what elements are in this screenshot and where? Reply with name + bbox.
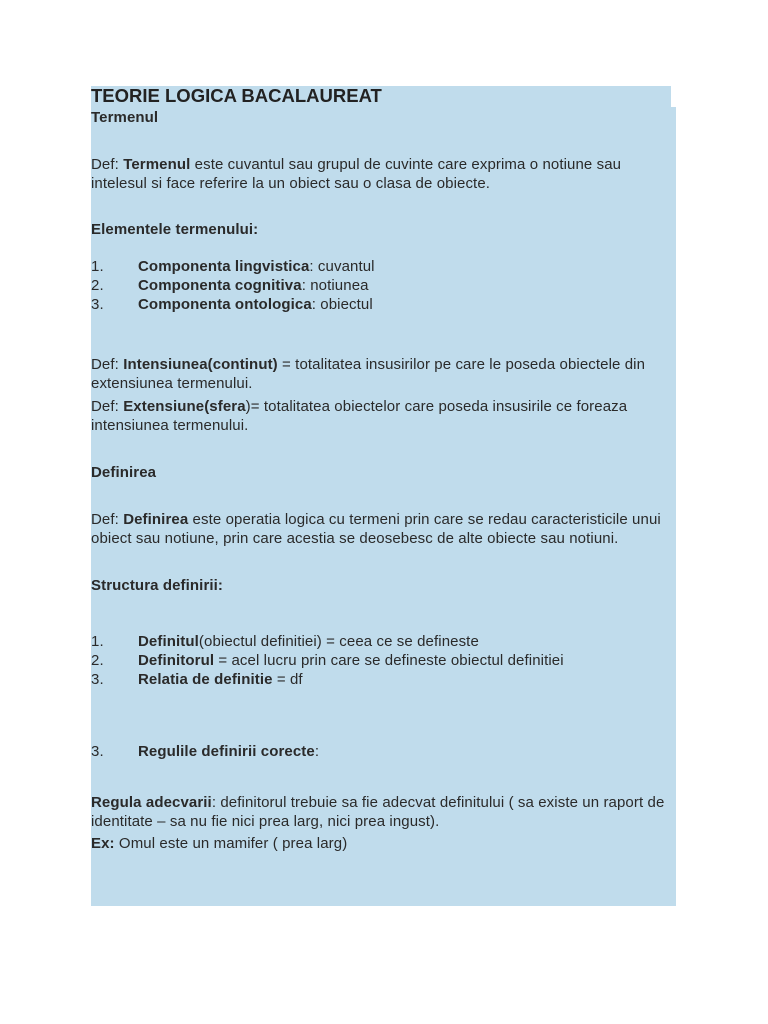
def-text: = totalitatea insusirilor pe care le poseda obiectele din extensiunea termenului.: [91, 356, 646, 392]
item-term: Regulile definirii corecte: [138, 743, 315, 760]
def-prefix: Def:: [91, 156, 124, 173]
item-number: 3.: [91, 671, 104, 688]
document-content: [91, 84, 674, 853]
item-number: 2.: [91, 652, 104, 669]
definition-intensiune: [91, 355, 674, 393]
list-item: [91, 257, 674, 276]
list-item: [91, 670, 674, 689]
definition-termenul: [91, 155, 674, 193]
rule-text: : definitorul trebuie sa fie adecvat definitului ( sa existe un raport de identitate – sa nu fie nici prea larg, nici prea ingust).: [91, 794, 665, 830]
def-prefix: Def:: [91, 511, 124, 528]
def-term: Termenul: [123, 156, 191, 173]
def-term: Extensiune(sfera: [123, 398, 246, 415]
def-text: )= totalitatea obiectelor care poseda insusirile ce foreaza intensiunea termenului.: [91, 398, 628, 434]
item-text: :: [314, 743, 320, 760]
def-prefix: Def:: [91, 356, 124, 373]
def-text: este operatia logica cu termeni prin care se redau caracteristicile unui obiect sau notiune, prin care acestia se deosebesc de alte obiecte sau notiuni.: [91, 511, 661, 547]
def-term: Definirea: [123, 511, 189, 528]
definition-extensiune: [91, 397, 674, 435]
list-item: [91, 742, 674, 761]
def-prefix: Def:: [91, 398, 124, 415]
item-term: Definitul: [138, 633, 199, 650]
rules-list: [91, 742, 674, 761]
def-term: Intensiunea(continut): [123, 356, 278, 373]
rule-adecvarii: [91, 793, 674, 831]
item-text: : cuvantul: [309, 258, 375, 275]
example-text: Omul este un mamifer ( prea larg): [114, 835, 348, 852]
heading-elementele: Elementele termenului:: [91, 221, 259, 238]
item-term: Componenta cognitiva: [138, 277, 302, 294]
list-item: [91, 651, 674, 670]
rule-term: Regula adecvarii: [91, 794, 212, 811]
item-term: Componenta lingvistica: [138, 258, 310, 275]
item-number: 2.: [91, 277, 104, 294]
list-item: [91, 632, 674, 651]
heading-termenul: Termenul: [91, 109, 159, 126]
item-number: 3.: [91, 743, 104, 760]
item-text: (obiectul definitiei) = ceea ce se defineste: [198, 633, 479, 650]
item-number: 1.: [91, 633, 104, 650]
item-term: Componenta ontologica: [138, 296, 312, 313]
list-item: [91, 295, 674, 314]
item-text: : notiunea: [301, 277, 369, 294]
item-number: 3.: [91, 296, 104, 313]
example-label: Ex:: [91, 835, 115, 852]
item-term: Relatia de definitie: [138, 671, 273, 688]
heading-structura: Structura definirii:: [91, 577, 224, 594]
item-text: : obiectul: [311, 296, 373, 313]
heading-definirea: Definirea: [91, 464, 157, 481]
example: [91, 834, 674, 853]
item-term: Definitorul: [138, 652, 215, 669]
item-text: = acel lucru prin care se defineste obiectul definitiei: [214, 652, 564, 669]
elements-list: [91, 257, 674, 314]
item-number: 1.: [91, 258, 104, 275]
definition-definirea: [91, 510, 674, 548]
list-item: [91, 276, 674, 295]
item-text: = df: [272, 671, 303, 688]
document-title: TEORIE LOGICA BACALAUREAT: [91, 85, 382, 106]
structure-list: [91, 632, 674, 689]
def-text: este cuvantul sau grupul de cuvinte care exprima o notiune sau intelesul si face referire la un obiect sau o clasa de obiecte.: [91, 156, 622, 192]
